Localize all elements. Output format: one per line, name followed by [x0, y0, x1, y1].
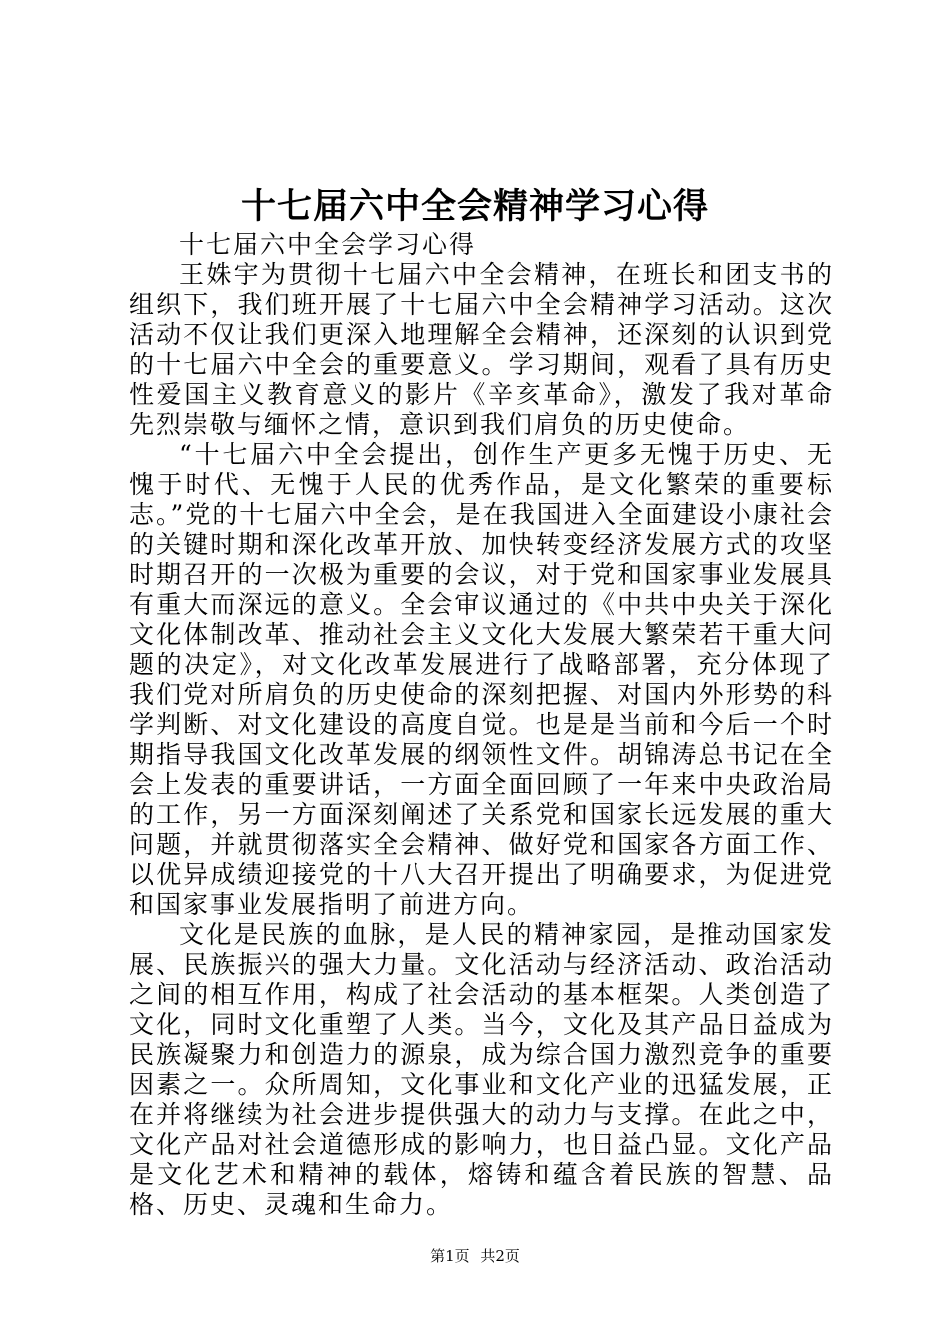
paragraph: 王姝宇为贯彻十七届六中全会精神，在班长和团支书的组织下，我们班开展了十七届六中全会精神学习活动。这次活动不仅让我们更深入地理解全会精神，还深刻的认识到党的十七届六中全会的重要意义。学习期间，观看了具有历史性爱国主义教育意义的影片《辛亥革命》，激发了我对革命先烈崇敬与缅怀之情，意识到我们肩负的历史使命。	[129, 260, 834, 439]
document-body	[129, 230, 834, 1220]
page-total: 共2页	[480, 1247, 520, 1265]
paragraph-subtitle: 十七届六中全会学习心得	[179, 230, 477, 259]
page-number: 第1页	[430, 1247, 470, 1265]
document-title: 十七届六中全会精神学习心得	[240, 186, 709, 227]
page-footer	[0, 1245, 950, 1267]
paragraph: 文化是民族的血脉，是人民的精神家园，是推动国家发展、民族振兴的强大力量。文化活动与经济活动、政治活动之间的相互作用，构成了社会活动的基本框架。人类创造了文化，同时文化重塑了人类。当今，文化及其产品日益成为民族凝聚力和创造力的源泉，成为综合国力激烈竞争的重要因素之一。众所周知，文化事业和文化产业的迅猛发展，正在并将继续为社会进步提供强大的动力与支撑。在此之中，文化产品对社会道德形成的影响力，也日益凸显。文化产品是文化艺术和精神的载体，熔铸和蕴含着民族的智慧、品格、历史、灵魂和生命力。	[129, 920, 834, 1219]
paragraph: “十七届六中全会提出，创作生产更多无愧于历史、无愧于时代、无愧于人民的优秀作品，是文化繁荣的重要标志。”党的十七届六中全会，是在我国进入全面建设小康社会的关键时期和深化改革开放、加快转变经济发展方式的攻坚时期召开的一次极为重要的会议，对于党和国家事业发展具有重大而深远的意义。全会审议通过的《中共中央关于深化文化体制改革、推动社会主义文化大发展大繁荣若干重大问题的决定》，对文化改革发展进行了战略部署，充分体现了我们党对所肩负的历史使命的深刻把握、对国内外形势的科学判断、对文化建设的高度自觉。也是是当前和今后一个时期指导我国文化改革发展的纲领性文件。胡锦涛总书记在全会上发表的重要讲话，一方面全面回顾了一年来中央政治局的工作，另一方面深刻阐述了关系党和国家长远发展的重大问题，并就贯彻落实全会精神、做好党和国家各方面工作、以优异成绩迎接党的十八大召开提出了明确要求，为促进党和国家事业发展指明了前进方向。	[129, 440, 834, 919]
